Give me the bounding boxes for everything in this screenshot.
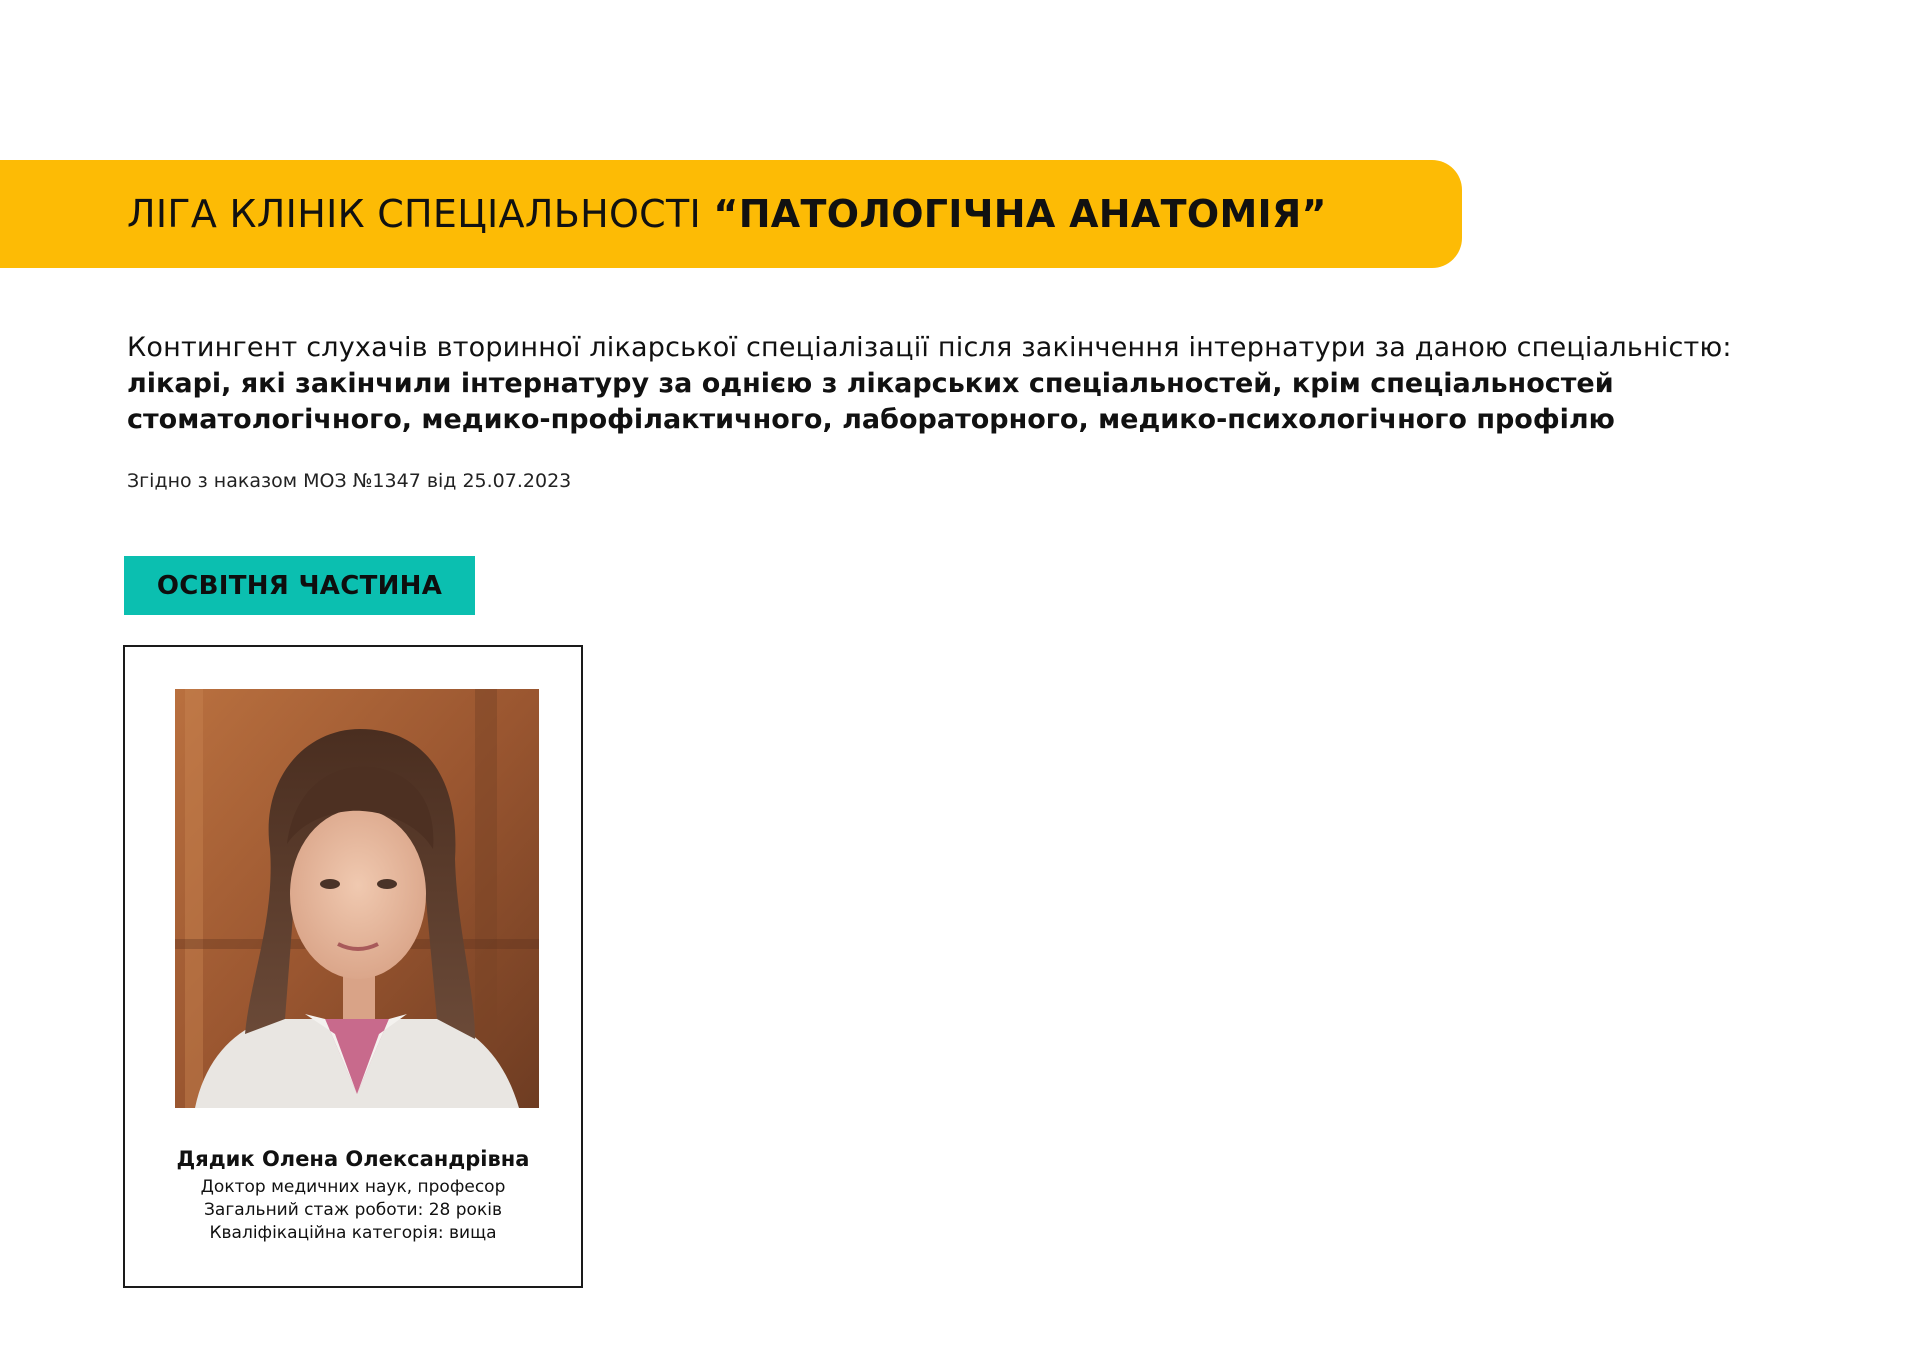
page-title-specialty: “ПАТОЛОГІЧНА АНАТОМІЯ” [713,192,1327,236]
person-experience: Загальний стаж роботи: 28 років [204,1200,502,1220]
intro-lead-text: Контингент слухачів вторинної лікарської спеціалізації після закінчення інтернатури за даною спеціальністю: [127,332,1732,363]
person-card [123,645,583,1288]
intro-strong-text: лікарі, які закінчили інтернатуру за однією з лікарських спеціальностей, крім спеціальностей стоматологічного, медико-профілактичного, лабораторного, медико-психологічного профілю [127,368,1615,435]
person-name: Дядик Олена Олександрівна [176,1147,530,1171]
section-badge-label: ОСВІТНЯ ЧАСТИНА [156,570,443,601]
page-title-prefix: ЛІГА КЛІНІК СПЕЦІАЛЬНОСТІ [127,192,714,236]
order-reference: Згідно з наказом МОЗ №1347 від 25.07.2023 [127,470,572,492]
intro-block [127,330,1897,438]
page-title [127,192,1327,236]
section-badge [124,556,475,615]
person-portrait [175,689,539,1108]
person-category: Кваліфікаційна категорія: вища [209,1223,497,1243]
header-banner [0,160,1462,268]
portrait-photo [175,689,539,1108]
person-degree: Доктор медичних наук, професор [200,1177,506,1197]
